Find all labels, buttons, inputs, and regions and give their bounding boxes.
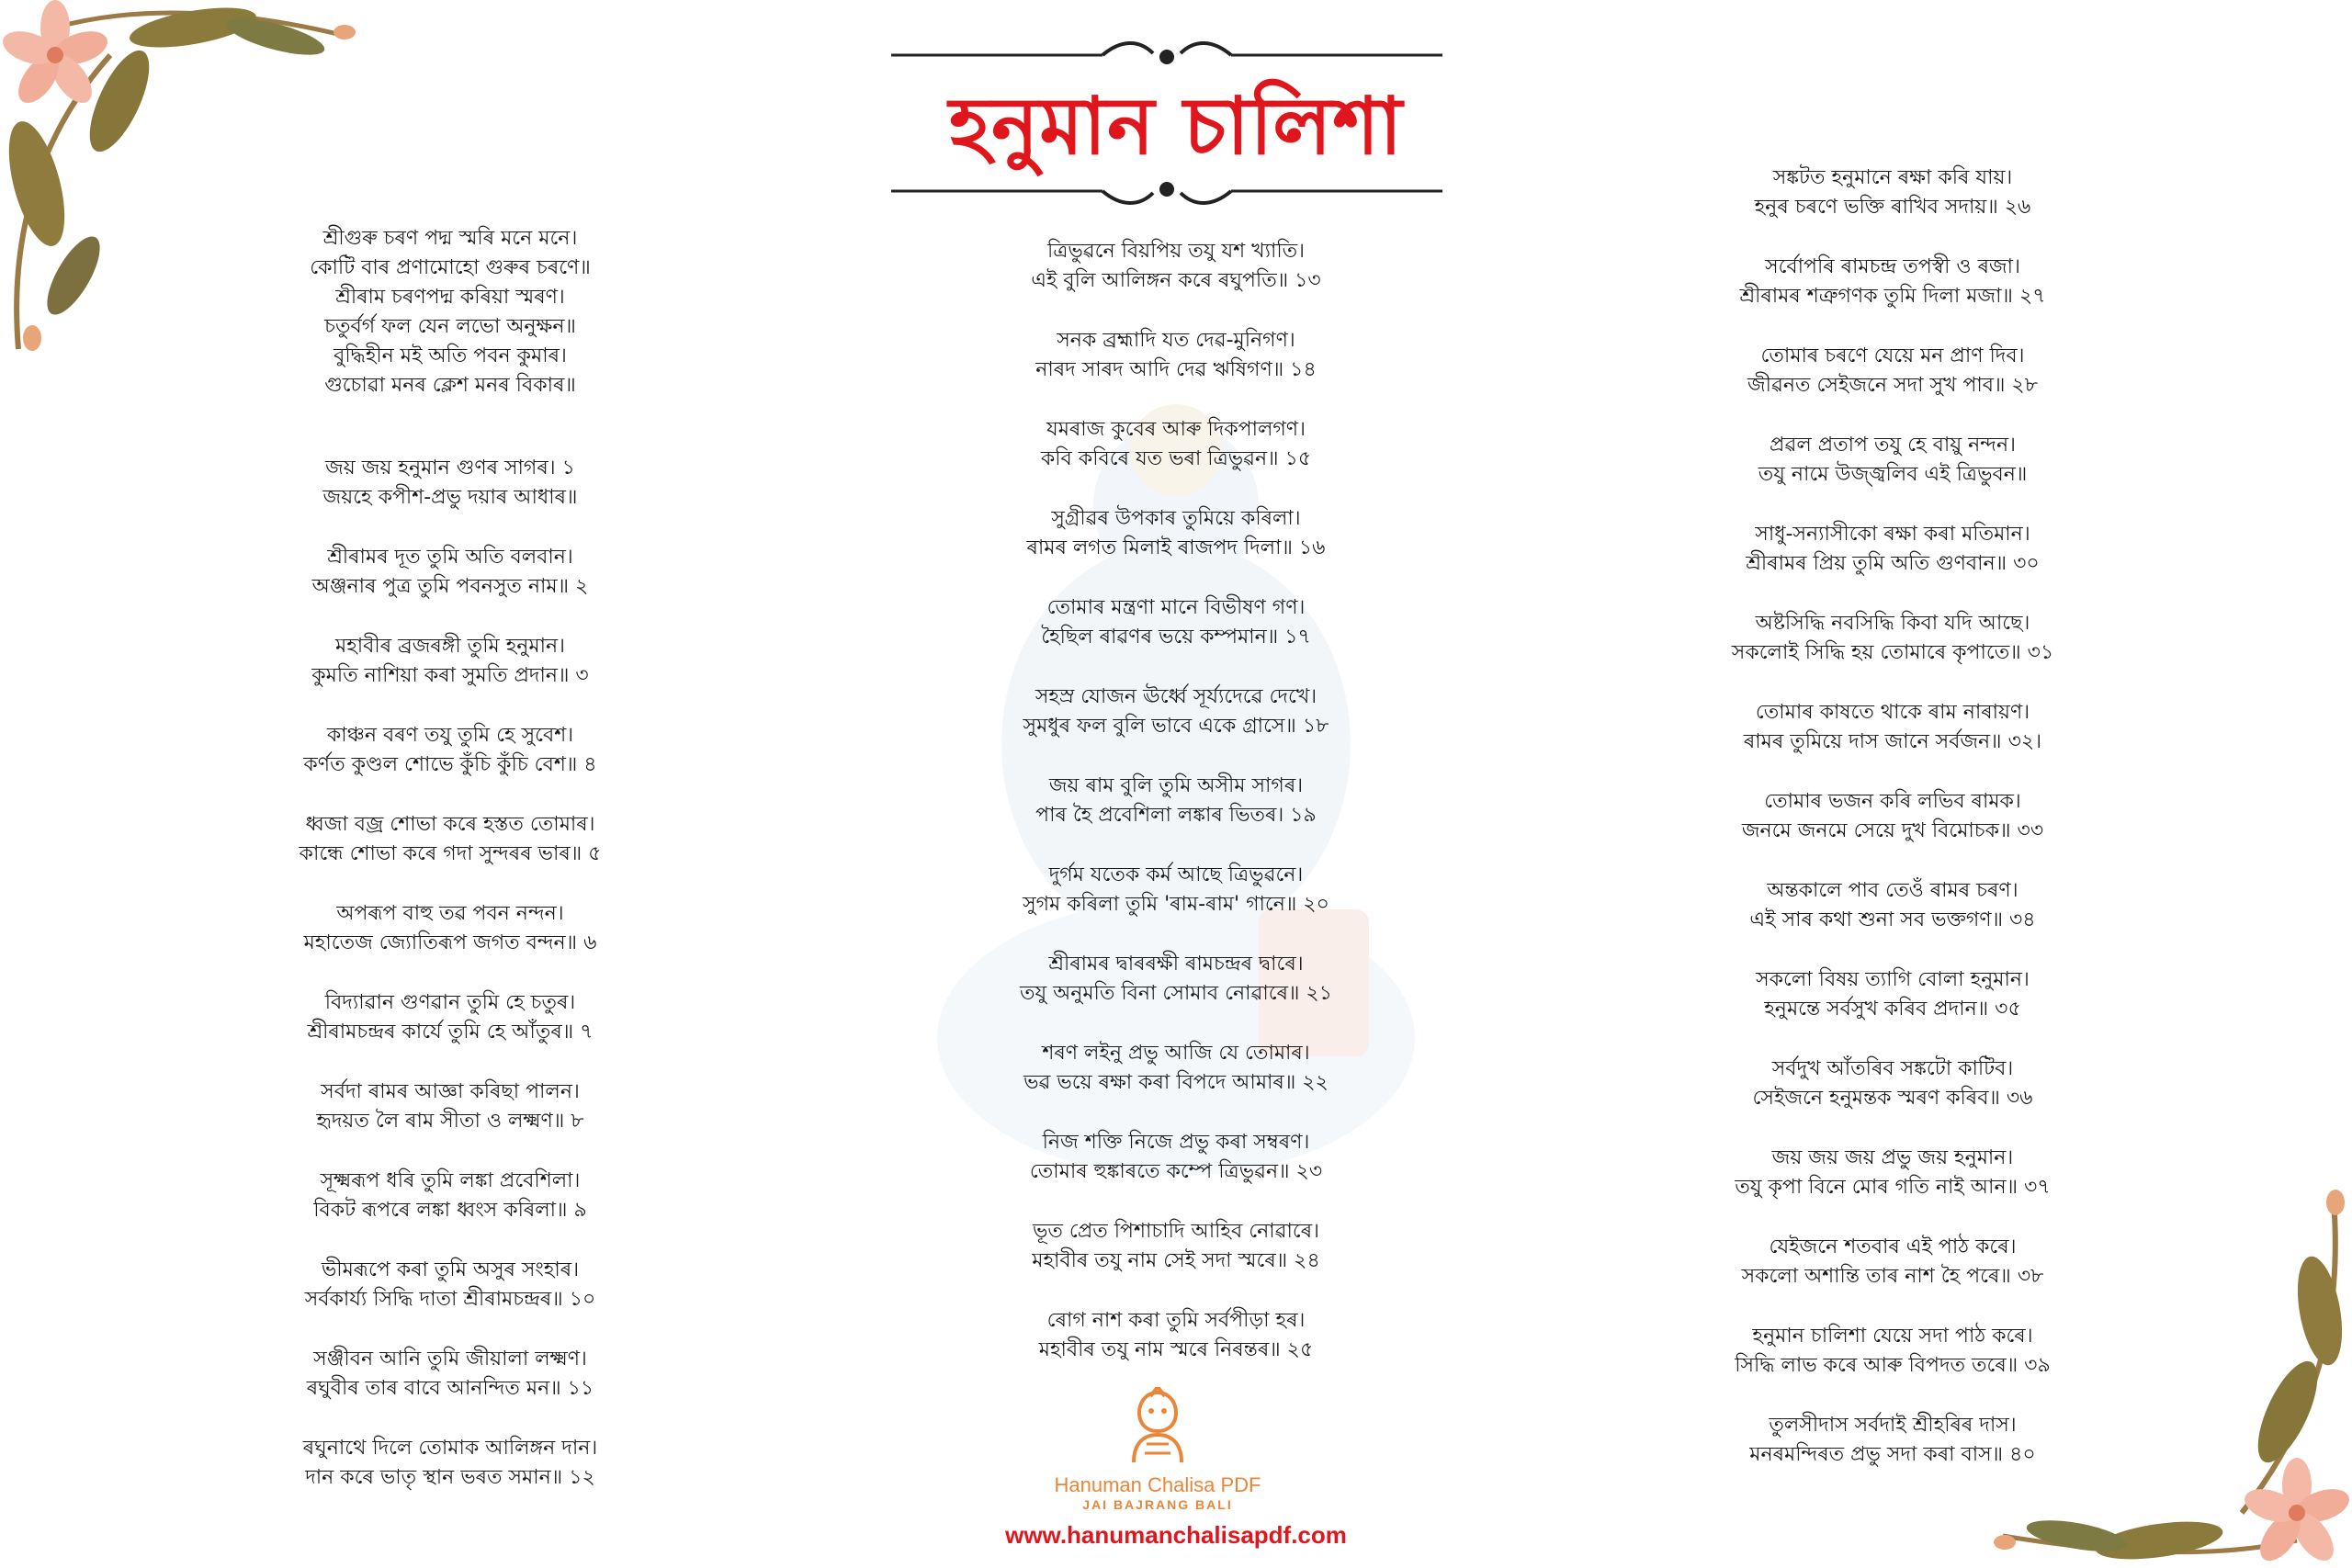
verse-line: সাধু-সন্যাসীকো ৰক্ষা কৰা মতিমান। bbox=[1755, 523, 2030, 546]
verse-line: সকলো অশান্তি তাৰ নাশ হৈ পৰে॥ ৩৮ bbox=[1741, 1265, 2044, 1288]
verse-line: কাঞ্চন বৰণ তযু তুমি হে সুবেশ। bbox=[326, 724, 574, 747]
verse-16 bbox=[956, 504, 1396, 563]
verse-line: মহাবীৰ ব্ৰজৰঙ্গী তুমি হনুমান। bbox=[335, 635, 565, 658]
verse-line: শ্ৰীৰামৰ দ্বাৰৰক্ষী ৰামচন্দ্ৰৰ দ্বাৰে। bbox=[1048, 953, 1304, 976]
hanuman-logo-icon bbox=[1119, 1387, 1196, 1464]
verse-line: জয় জয় হনুমান গুণৰ সাগৰ। ১ bbox=[325, 457, 575, 479]
verse-11 bbox=[266, 1345, 634, 1404]
verse-6 bbox=[266, 899, 634, 958]
verse-line: মনৰমন্দিৰত প্ৰভু সদা কৰা বাস॥ ৪০ bbox=[1749, 1443, 2036, 1466]
doha-line: শ্ৰীৰাম চৰণপদ্ম কৰিয়া স্মৰণ। bbox=[335, 286, 565, 309]
website-link[interactable]: www.hanumanchalisapdf.com bbox=[1005, 1521, 1347, 1549]
verse-line: দুৰ্গম যতেক কৰ্ম আছে ত্ৰিভুৱনে। bbox=[1048, 863, 1304, 886]
verse-20 bbox=[956, 861, 1396, 919]
verse-line: তোমাৰ মন্ত্ৰণা মানে বিভীষণ গণ। bbox=[1046, 596, 1306, 619]
brand-logo-block bbox=[1029, 1387, 1286, 1512]
middle-column bbox=[956, 237, 1396, 1395]
verse-37 bbox=[1700, 1144, 2086, 1202]
verse-line: হনুৰ চৰণে ভক্তি ৰাখিব সদায়॥ ২৬ bbox=[1754, 196, 2031, 219]
verse-line: শ্ৰীৰামৰ দূত তুমি অতি বলবান। bbox=[327, 546, 573, 569]
verse-line: কৰ্ণত কুণ্ডল শোভে কুঁচি কুঁচি বেশ॥ ৪ bbox=[303, 753, 597, 776]
verse-38 bbox=[1700, 1233, 2086, 1292]
verse-31 bbox=[1700, 609, 2086, 668]
verse-27 bbox=[1700, 253, 2086, 311]
doha-line: গুচোৱা মনৰ ক্লেশ মনৰ বিকাৰ॥ bbox=[324, 374, 576, 397]
verse-34 bbox=[1700, 876, 2086, 935]
verse-line: ৰঘুনাথে দিলে তোমাক আলিঙ্গন দান। bbox=[302, 1437, 598, 1460]
doha-line: শ্রীগুৰু চৰণ পদ্ম স্মৰি মনে মনে। bbox=[322, 227, 578, 250]
verse-39 bbox=[1700, 1322, 2086, 1381]
verse-1 bbox=[266, 454, 634, 513]
verse-line: পাৰ হৈ প্ৰবেশিলা লঙ্কাৰ ভিতৰ। ১৯ bbox=[1035, 804, 1317, 827]
verse-line: শ্ৰীৰামচন্দ্ৰৰ কাৰ্যে তুমি হে আঁতুৰ॥ ৭ bbox=[307, 1021, 594, 1043]
verse-line: প্ৰৱল প্ৰতাপ তযু হে বায়ু নন্দন। bbox=[1770, 434, 2016, 457]
verse-32 bbox=[1700, 698, 2086, 757]
verse-line: শ্ৰীৰামৰ প্ৰিয় তুমি অতি গুণবান॥ ৩০ bbox=[1746, 552, 2040, 575]
verse-line: যমৰাজ কুবেৰ আৰু দিকপালগণ। bbox=[1046, 418, 1306, 441]
verse-line: সঙ্কটত হনুমানে ৰক্ষা কৰি যায়। bbox=[1772, 166, 2013, 189]
verse-line: সনক ব্ৰহ্মাদি যত দেৱ-মুনিগণ। bbox=[1057, 329, 1295, 352]
verse-8 bbox=[266, 1077, 634, 1136]
verse-25 bbox=[956, 1306, 1396, 1365]
verse-line: অঞ্জনাৰ পুত্ৰ তুমি পবনসুত নাম॥ ২ bbox=[311, 575, 589, 598]
verse-line: অষ্টসিদ্ধি নবসিদ্ধি কিবা যদি আছে। bbox=[1755, 612, 2030, 635]
verse-21 bbox=[956, 950, 1396, 1009]
verse-line: অন্তকালে পাব তেওঁ ৰামৰ চৰণ। bbox=[1767, 879, 2018, 902]
verse-line: ৰামৰ লগত মিলাই ৰাজপদ দিলা॥ ১৬ bbox=[1026, 536, 1326, 559]
verse-line: জনমে জনমে সেয়ে দুখ বিমোচক॥ ৩৩ bbox=[1741, 819, 2044, 842]
verse-line: সৰ্বদুখ আঁতৰিব সঙ্কটো কাটিব। bbox=[1771, 1057, 2014, 1080]
ornamental-divider-top bbox=[891, 35, 1442, 72]
verse-line: জয়হে কপীশ-প্ৰভু দয়াৰ আধাৰ॥ bbox=[322, 486, 578, 509]
doha-line: কোটি বাৰ প্ৰণামোহো গুৰুৰ চৰণে॥ bbox=[310, 256, 591, 279]
verse-line: সহস্ৰ যোজন ঊৰ্ধ্বে সূৰ্য্যদেৱে দেখে। bbox=[1035, 685, 1317, 708]
verse-18 bbox=[956, 682, 1396, 741]
verse-line: সুগ্ৰীৱৰ উপকাৰ তুমিয়ে কৰিলা। bbox=[1051, 507, 1301, 530]
ornamental-divider-bottom bbox=[891, 175, 1442, 211]
verse-line: ধ্বজা বজ্ৰ শোভা কৰে হস্তত তোমাৰ। bbox=[305, 813, 595, 836]
verse-line: সকলো বিষয় ত্যাগি বোলা হনুমান। bbox=[1756, 968, 2030, 991]
verse-line: ত্ৰিভুৱনে বিয়পিয় তযু যশ খ্যাতি। bbox=[1046, 240, 1306, 263]
verse-35 bbox=[1700, 965, 2086, 1024]
left-column bbox=[266, 224, 634, 1523]
verse-line: এই সাৰ কথা শুনা সব ভক্তগণ॥ ৩৪ bbox=[1749, 908, 2036, 931]
brand-name: Hanuman Chalisa PDF bbox=[1054, 1473, 1261, 1496]
verse-28 bbox=[1700, 342, 2086, 400]
verse-2 bbox=[266, 543, 634, 602]
verse-line: ৰামৰ তুমিয়ে দাস জানে সৰ্বজন॥ ৩২। bbox=[1743, 730, 2042, 753]
verse-line: সুমধুৰ ফল বুলি ভাবে একে গ্ৰাসে॥ ১৮ bbox=[1023, 715, 1329, 738]
verse-line: অপৰূপ বাহু তৱ পবন নন্দন। bbox=[336, 902, 564, 925]
verse-line: হৈছিল ৰাৱণৰ ভয়ে কম্পমান॥ ১৭ bbox=[1041, 626, 1311, 649]
verse-line: কবি কবিৰে যত ভৰা ত্ৰিভুৱন॥ ১৫ bbox=[1040, 447, 1312, 470]
verse-line: হৃদয়ত লৈ ৰাম সীতা ও লক্ষ্মণ॥ ৮ bbox=[316, 1110, 584, 1133]
verse-3 bbox=[266, 632, 634, 691]
verse-17 bbox=[956, 593, 1396, 652]
verse-15 bbox=[956, 415, 1396, 474]
verse-line: শ্ৰীৰামৰ শত্ৰুগণক তুমি দিলা মজা॥ ২৭ bbox=[1739, 285, 2046, 308]
verse-line: হনুমান চালিশা যেয়ে সদা পাঠ কৰে। bbox=[1752, 1325, 2033, 1348]
verse-line: সেইজনে হনুমন্তক স্মৰণ কৰিব॥ ৩৬ bbox=[1752, 1087, 2033, 1110]
verse-33 bbox=[1700, 787, 2086, 846]
verse-line: নাৰদ সাৰদ আদি দেৱ ঋষিগণ॥ ১৪ bbox=[1035, 358, 1317, 381]
verse-line: তোমাৰ চৰণে যেয়ে মন প্ৰাণ দিব। bbox=[1760, 344, 2025, 367]
opening-doha bbox=[266, 224, 634, 400]
verse-line: তোমাৰ কাষতে থাকে ৰাম নাৰায়ণ। bbox=[1755, 701, 2030, 724]
verse-line: ৰোগ নাশ কৰা তুমি সৰ্বপীড়া হৰ। bbox=[1046, 1309, 1306, 1332]
verse-line: সৰ্বোপৰি ৰামচন্দ্ৰ তপস্বী ও ৰজা। bbox=[1765, 255, 2020, 278]
verse-line: ভীমৰূপে কৰা তুমি অসুৰ সংহাৰ। bbox=[321, 1258, 580, 1281]
verse-line: সূক্ষ্মৰূপ ধৰি তুমি লঙ্কা প্ৰবেশিলা। bbox=[320, 1169, 581, 1192]
verse-line: জীৱনত সেইজনে সদা সুখ পাব॥ ২৮ bbox=[1747, 374, 2039, 397]
verse-line: যেইজনে শতবাৰ এই পাঠ কৰে। bbox=[1769, 1235, 2017, 1258]
verse-line: জয় ৰাম বুলি তুমি অসীম সাগৰ। bbox=[1048, 774, 1304, 797]
verse-13 bbox=[956, 237, 1396, 296]
verse-22 bbox=[956, 1039, 1396, 1098]
verse-line: তযু কৃপা বিনে মোৰ গতি নাই আন॥ ৩৭ bbox=[1735, 1176, 2051, 1199]
page-title: হনুমান চালিশা bbox=[948, 81, 1404, 173]
verse-4 bbox=[266, 721, 634, 780]
verse-19 bbox=[956, 772, 1396, 830]
verse-line: সঞ্জীবন আনি তুমি জীয়ালা লক্ষ্মণ। bbox=[313, 1348, 587, 1371]
verse-line: তোমাৰ হুঙ্কাৰতে কম্পে ত্ৰিভুৱন॥ ২৩ bbox=[1029, 1160, 1323, 1183]
verse-line: সকলোই সিদ্ধি হয় তোমাৰে কৃপাতে॥ ৩১ bbox=[1731, 641, 2054, 664]
verse-26 bbox=[1700, 164, 2086, 222]
verse-line: ভূত প্ৰেত পিশাচাদি আহিব নোৱাৰে। bbox=[1033, 1220, 1319, 1243]
doha-line: চতুৰ্বৰ্গ ফল যেন লভো অনুক্ষন॥ bbox=[324, 315, 576, 338]
verse-line: ভৱ ভয়ে ৰক্ষা কৰা বিপদে আমাৰ॥ ২২ bbox=[1023, 1071, 1329, 1094]
verse-line: সৰ্বদা ৰামৰ আজ্ঞা কৰিছা পালন। bbox=[321, 1080, 580, 1103]
verse-line: ৰঘুবীৰ তাৰ বাবে আনন্দিত মন॥ ১১ bbox=[306, 1377, 594, 1400]
verse-36 bbox=[1700, 1055, 2086, 1113]
verse-line: তুলসীদাস সৰ্বদাই শ্ৰীহৰিৰ দাস। bbox=[1769, 1414, 2017, 1437]
verse-line: তোমাৰ ভজন কৰি লভিব ৰামক। bbox=[1764, 790, 2021, 813]
verse-line: সৰ্বকাৰ্য্য সিদ্ধি দাতা শ্ৰীৰামচন্দ্ৰৰ॥ ১০ bbox=[304, 1288, 596, 1311]
right-column bbox=[1700, 164, 2086, 1500]
verse-line: নিজ শক্তি নিজে প্ৰভু কৰা সম্বৰণ। bbox=[1042, 1131, 1310, 1154]
verse-line: সুগম কৰিলা তুমি 'ৰাম-ৰাম' গানে॥ ২০ bbox=[1023, 893, 1329, 916]
verse-line: দান কৰে ভাতৃ স্থান ভৰত সমান॥ ১২ bbox=[305, 1466, 595, 1489]
verse-line: শৰণ লইনু প্ৰভু আজি যে তোমাৰ। bbox=[1042, 1042, 1310, 1065]
verse-12 bbox=[266, 1434, 634, 1493]
verse-line: বিদ্যাৱান গুণৱান তুমি হে চতুৰ। bbox=[324, 991, 576, 1014]
verse-line: এই বুলি আলিঙ্গন কৰে ৰঘুপতি॥ ১৩ bbox=[1031, 269, 1321, 292]
verse-line: মহাবীৰ তযু নাম সেই সদা স্মৰে॥ ২৪ bbox=[1032, 1249, 1320, 1272]
verse-line: হনুমন্তে সৰ্বসুখ কৰিব প্ৰদান॥ ৩৫ bbox=[1764, 998, 2021, 1021]
verse-7 bbox=[266, 988, 634, 1047]
verse-line: জয় জয় জয় প্ৰভু জয় হনুমান। bbox=[1771, 1146, 2014, 1169]
verse-5 bbox=[266, 810, 634, 869]
verse-30 bbox=[1700, 520, 2086, 579]
verse-line: মহাতেজ জ্যোতিৰূপ জগত বন্দন॥ ৬ bbox=[303, 931, 597, 954]
brand-tagline: JAI BAJRANG BALI bbox=[1082, 1497, 1233, 1512]
verse-9 bbox=[266, 1167, 634, 1225]
verse-line: সিদ্ধি লাভ কৰে আৰু বিপদত তৰে॥ ৩৯ bbox=[1735, 1354, 2051, 1377]
verse-40 bbox=[1700, 1411, 2086, 1470]
verse-line: মহাবীৰ তযু নাম স্মৰে নিৰন্তৰ॥ ২৫ bbox=[1038, 1338, 1314, 1361]
verse-line: বিকট ৰূপৰে লঙ্কা ধ্বংস কৰিলা॥ ৯ bbox=[313, 1199, 587, 1222]
verse-14 bbox=[956, 326, 1396, 385]
verse-24 bbox=[956, 1217, 1396, 1276]
verse-line: তযু নামে উজ্জ্বলিব এই ত্ৰিভুবন॥ bbox=[1758, 463, 2028, 486]
verse-10 bbox=[266, 1256, 634, 1314]
verse-29 bbox=[1700, 431, 2086, 490]
verse-line: কান্ধে শোভা কৰে গদা সুন্দৰৰ ভাৰ॥ ৫ bbox=[299, 842, 602, 865]
verse-line: তযু অনুমতি বিনা সোমাব নোৱাৰে॥ ২১ bbox=[1019, 982, 1333, 1005]
verse-23 bbox=[956, 1128, 1396, 1187]
doha-line: বুদ্ধিহীন মই অতি পবন কুমাৰ। bbox=[334, 344, 567, 367]
verse-line: কুমতি নাশিয়া কৰা সুমতি প্ৰদান॥ ৩ bbox=[311, 664, 589, 687]
